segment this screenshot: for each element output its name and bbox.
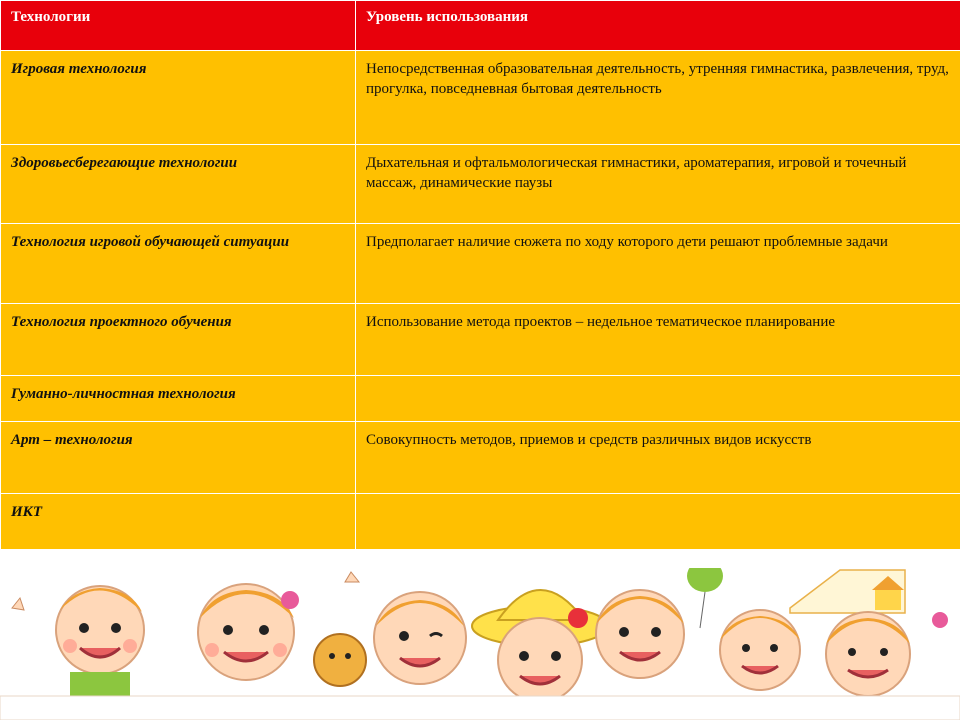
- header-usage-level: Уровень использования: [356, 1, 960, 51]
- child-with-hat-icon: [472, 590, 608, 702]
- technology-name: Гуманно-личностная технология: [1, 376, 356, 422]
- technology-name: ИКТ: [1, 494, 356, 550]
- banner-strip: [0, 696, 960, 720]
- toy-lion-icon: [314, 634, 366, 686]
- table-row: [1, 376, 960, 422]
- technology-name: Технология проектного обучения: [1, 304, 356, 376]
- child-face-icon: [826, 612, 948, 696]
- table-row: [1, 304, 960, 376]
- table-row: [1, 51, 960, 145]
- table-row: [1, 224, 960, 304]
- technology-usage: Дыхательная и офтальмологическая гимнастики, ароматерапия, игровой и точечный массаж, динамические паузы: [356, 145, 960, 224]
- children-illustration: [0, 568, 960, 720]
- table-row: [1, 145, 960, 224]
- child-face-icon: [596, 590, 684, 678]
- technology-name: Здоровьесберегающие технологии: [1, 145, 356, 224]
- technology-usage: Предполагает наличие сюжета по ходу которого дети решают проблемные задачи: [356, 224, 960, 304]
- table-header-row: [1, 1, 960, 51]
- technology-usage: Непосредственная образовательная деятельность, утренняя гимнастика, развлечения, труд, прогулка, повседневная бытовая деятельность: [356, 51, 960, 145]
- child-face-icon: [12, 586, 144, 702]
- technology-usage: [356, 376, 960, 422]
- child-face-icon: [198, 584, 299, 680]
- table-row: [1, 494, 960, 550]
- technology-name: Игровая технология: [1, 51, 356, 145]
- technology-usage: Совокупность методов, приемов и средств различных видов искусств: [356, 422, 960, 494]
- technology-name: Технология игровой обучающей ситуации: [1, 224, 356, 304]
- technology-name: Арт – технология: [1, 422, 356, 494]
- child-face-icon: [720, 610, 800, 690]
- children-cartoon: [0, 568, 960, 720]
- balloon-icon: [687, 568, 723, 628]
- technology-usage: [356, 494, 960, 550]
- header-technologies: Технологии: [1, 1, 356, 51]
- technology-usage: Использование метода проектов – недельное тематическое планирование: [356, 304, 960, 376]
- house-icon: [790, 570, 905, 613]
- table-row: [1, 422, 960, 494]
